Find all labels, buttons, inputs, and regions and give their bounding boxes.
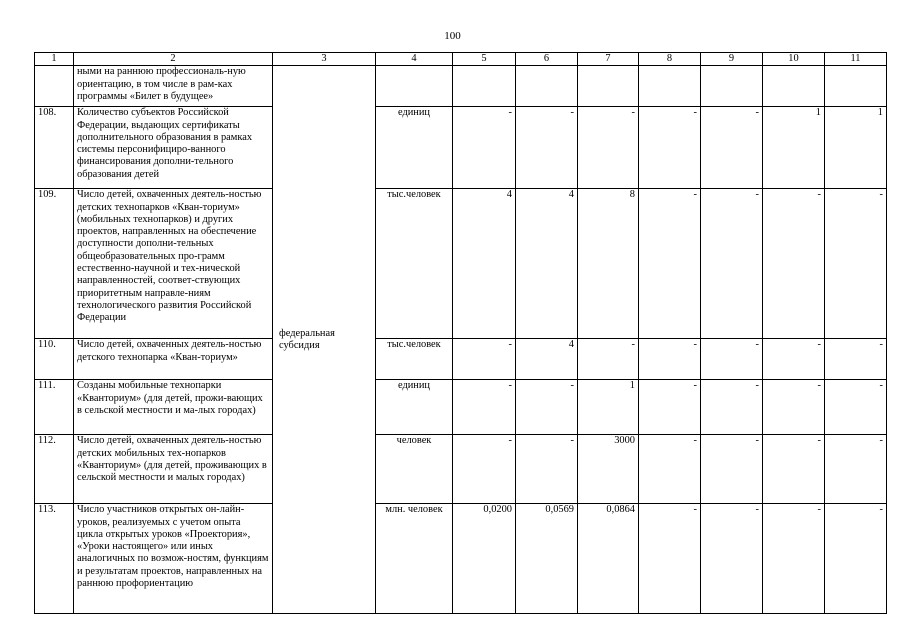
value-cell: - bbox=[763, 435, 825, 504]
value-cell: 1 bbox=[825, 107, 887, 189]
value-cell: - bbox=[701, 504, 763, 614]
column-header: 11 bbox=[825, 53, 887, 66]
value-cell: 8 bbox=[578, 189, 639, 339]
value-cell bbox=[453, 66, 516, 107]
column-header: 1 bbox=[35, 53, 74, 66]
value-cell: 4 bbox=[516, 339, 578, 380]
unit: человек bbox=[376, 435, 453, 504]
column-header: 3 bbox=[273, 53, 376, 66]
unit bbox=[376, 66, 453, 107]
column-header: 10 bbox=[763, 53, 825, 66]
value-cell: - bbox=[701, 339, 763, 380]
row-number: 108. bbox=[35, 107, 74, 189]
value-cell bbox=[578, 66, 639, 107]
indicator-name: Число детей, охваченных деятель-ностью детских мобильных тех-нопарков «Кванториум» (для детей, проживающих в сельской местности и малых городах) bbox=[74, 435, 273, 504]
column-header: 4 bbox=[376, 53, 453, 66]
indicator-name: Созданы мобильные технопарки «Кванториум» (для детей, прожи-вающих в сельской местности и ма-лых городах) bbox=[74, 380, 273, 435]
column-number-row bbox=[35, 53, 887, 66]
indicator-name: Число детей, охваченных деятель-ностью детских технопарков «Кван-ториум» (мобильных технопарков) и других проектов, направленных на обеспечение доступности дополни-тельных общеобразовательных про-грамм естественно-научной и тех-нической направленностей, соответ-ствующих приоритетным направле-ниям технологического развития Российской Федерации bbox=[74, 189, 273, 339]
column-header: 2 bbox=[74, 53, 273, 66]
value-cell: - bbox=[453, 435, 516, 504]
value-cell: 0,0200 bbox=[453, 504, 516, 614]
indicator-name: Количество субъектов Российской Федерации, выдающих сертификаты дополнительного образования в рамках системы персонифициро-ванного финансирования дополни-тельного образования детей bbox=[74, 107, 273, 189]
value-cell: - bbox=[578, 107, 639, 189]
value-cell bbox=[763, 66, 825, 107]
indicator-name: Число детей, охваченных деятель-ностью детского технопарка «Кван-ториум» bbox=[74, 339, 273, 380]
row-number: 113. bbox=[35, 504, 74, 614]
value-cell: 1 bbox=[763, 107, 825, 189]
column-header: 7 bbox=[578, 53, 639, 66]
value-cell: - bbox=[453, 107, 516, 189]
table-row bbox=[35, 107, 887, 189]
table-row bbox=[35, 435, 887, 504]
value-cell: - bbox=[825, 504, 887, 614]
value-cell bbox=[701, 66, 763, 107]
row-number bbox=[35, 66, 74, 107]
unit: тыс.человек bbox=[376, 189, 453, 339]
value-cell: 0,0864 bbox=[578, 504, 639, 614]
table-row bbox=[35, 189, 887, 339]
value-cell: - bbox=[639, 504, 701, 614]
value-cell: - bbox=[639, 339, 701, 380]
value-cell: - bbox=[639, 107, 701, 189]
value-cell bbox=[825, 66, 887, 107]
value-cell: - bbox=[516, 435, 578, 504]
value-cell: - bbox=[701, 107, 763, 189]
value-cell: - bbox=[763, 504, 825, 614]
value-cell: 4 bbox=[453, 189, 516, 339]
page-number: 100 bbox=[444, 30, 461, 42]
value-cell: - bbox=[825, 189, 887, 339]
value-cell: - bbox=[639, 435, 701, 504]
unit: единиц bbox=[376, 380, 453, 435]
table-row bbox=[35, 66, 887, 107]
value-cell: - bbox=[825, 380, 887, 435]
value-cell bbox=[639, 66, 701, 107]
value-cell: - bbox=[639, 189, 701, 339]
indicators-table bbox=[34, 52, 887, 614]
row-number: 112. bbox=[35, 435, 74, 504]
row-number: 111. bbox=[35, 380, 74, 435]
value-cell: - bbox=[516, 380, 578, 435]
column-header: 9 bbox=[701, 53, 763, 66]
indicator-name: Число участников открытых он-лайн-уроков, реализуемых с учетом опыта цикла открытых уроков «Проектория», «Уроки настоящего» или иных аналогичных по возмож-ностям, функциям и результатам проектов, направленных на раннюю профориентацию bbox=[74, 504, 273, 614]
value-cell: - bbox=[701, 435, 763, 504]
value-cell: - bbox=[516, 107, 578, 189]
value-cell: - bbox=[453, 380, 516, 435]
value-cell: 4 bbox=[516, 189, 578, 339]
column-header: 5 bbox=[453, 53, 516, 66]
unit: тыс.человек bbox=[376, 339, 453, 380]
value-cell: - bbox=[701, 189, 763, 339]
unit: единиц bbox=[376, 107, 453, 189]
value-cell: 1 bbox=[578, 380, 639, 435]
column-header: 6 bbox=[516, 53, 578, 66]
row-number: 110. bbox=[35, 339, 74, 380]
row-number: 109. bbox=[35, 189, 74, 339]
value-cell: - bbox=[825, 435, 887, 504]
column-header: 8 bbox=[639, 53, 701, 66]
value-cell: - bbox=[763, 189, 825, 339]
value-cell: - bbox=[763, 339, 825, 380]
value-cell: 3000 bbox=[578, 435, 639, 504]
funding-source: федеральная субсидия bbox=[273, 66, 376, 614]
indicator-name: ными на раннюю профессиональ-ную ориентацию, в том числе в рам-ках программы «Билет в будущее» bbox=[74, 66, 273, 107]
value-cell: - bbox=[825, 339, 887, 380]
table-row bbox=[35, 504, 887, 614]
value-cell: - bbox=[763, 380, 825, 435]
value-cell bbox=[516, 66, 578, 107]
table-row bbox=[35, 380, 887, 435]
value-cell: - bbox=[578, 339, 639, 380]
value-cell: - bbox=[639, 380, 701, 435]
value-cell: - bbox=[453, 339, 516, 380]
unit: млн. человек bbox=[376, 504, 453, 614]
value-cell: 0,0569 bbox=[516, 504, 578, 614]
table-row bbox=[35, 339, 887, 380]
value-cell: - bbox=[701, 380, 763, 435]
